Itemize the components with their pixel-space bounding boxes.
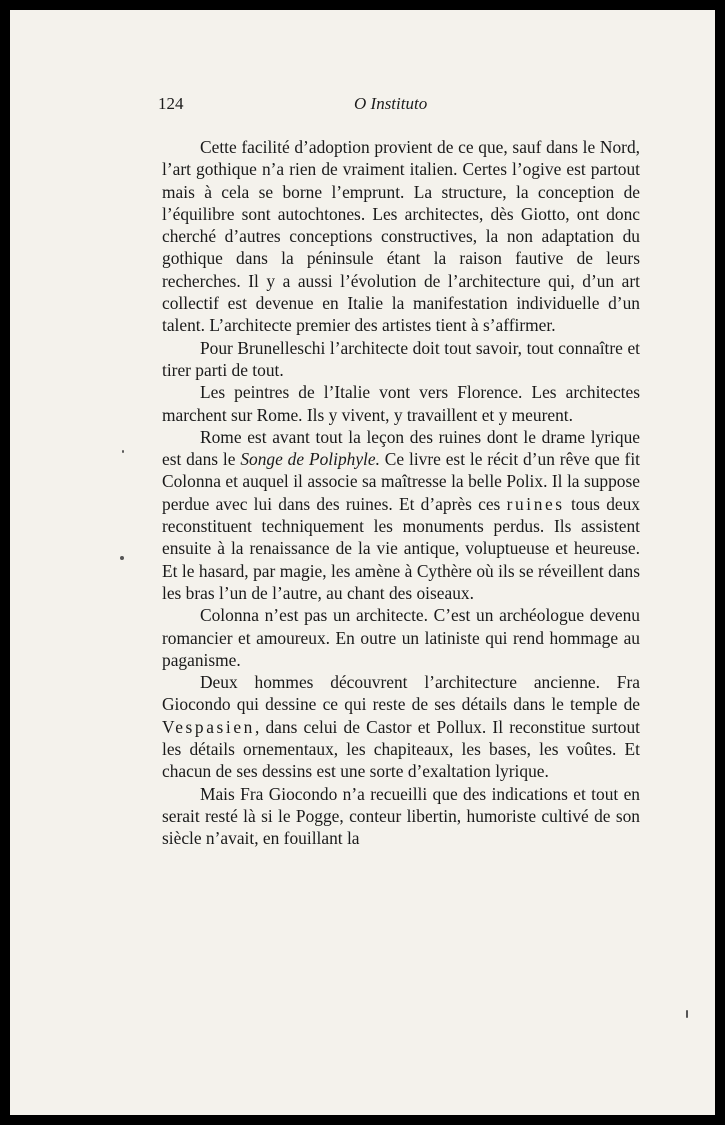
spaced-word: Vespasien <box>162 716 255 737</box>
paragraph <box>162 783 640 850</box>
text-segment: Pour Brunelleschi l’architecte doit tout savoir, tout connaître et tirer parti de tout. <box>162 337 640 380</box>
text-segment: Cette facilité d’adoption provient de ce que, sauf dans le Nord, l’art gothique n’a rien de vraiment italien. Certes l’ogive est partout mais à cela se borne l’emprunt. La structure, la conception de l’équilibre sont autochtones. Les architectes, dès Giotto, ont donc cherché d’autres conceptions constructives, la non adaptation du gothique dans la péninsule étant la raison fautive de leurs recherches. Il y a aussi l’évolution de l’architecture qui, d’un art collectif est devenue en Italie la manifestation individuelle d’un talent. L’architecte premier des artistes tient à s’affirmer. <box>162 137 640 336</box>
spaced-word: ruines <box>506 493 565 514</box>
print-speck <box>122 450 124 453</box>
paragraph <box>162 136 640 337</box>
print-speck <box>120 556 124 560</box>
paragraph <box>162 671 640 782</box>
paragraph <box>162 604 640 671</box>
text-segment: Colonna n’est pas un architecte. C’est un archéologue devenu romancier et amoureux. En outre un latiniste qui rend hommage au paganisme. <box>162 605 640 670</box>
italic-title: Songe de Poliphyle. <box>240 449 380 470</box>
print-speck <box>686 1010 688 1018</box>
text-segment: tous deux reconstituent techniquement les monuments perdus. Ils assistent ensuite à la renaissance de la vie antique, voluptueuse et heureuse. Et le hasard, par magie, les amène à Cythère où ils se réveillent dans les bras l’un de l’autre, au chant des oiseaux. <box>162 493 640 603</box>
text-segment: Mais Fra Giocondo n’a recueilli que des indications et tout en serait resté là si le Pogge, conteur libertin, humoriste cultivé de son siècle n’avait, en fouillant la <box>162 783 640 849</box>
running-head <box>10 94 715 118</box>
paragraph <box>162 337 640 382</box>
paragraph <box>162 381 640 426</box>
text-segment: Ce livre est le récit d’un rêve que fit Colonna et auquel il associe sa maîtresse la belle Polix. Il la suppose perdue avec lui dans des ruines. Et d’après ces <box>162 449 640 514</box>
journal-title: O Instituto <box>354 94 428 113</box>
book-page <box>10 10 715 1115</box>
page-number: 124 <box>158 94 184 113</box>
text-segment: Deux hommes découvrent l’architecture ancienne. Fra Giocondo qui dessine ce qui reste de ses détails dans le temple de <box>162 672 640 715</box>
text-segment: Les peintres de l’Italie vont vers Florence. Les architectes marchent sur Rome. Ils y vivent, y travaillent et y meurent. <box>162 382 640 425</box>
body-text <box>162 136 640 850</box>
text-segment: , dans celui de Castor et Pollux. Il reconstitue surtout les détails ornementaux, les chapiteaux, les bases, les voûtes. Et chacun de ses dessins est une sorte d’exaltation lyrique. <box>162 716 640 782</box>
paragraph <box>162 426 640 604</box>
text-segment: Rome est avant tout la leçon des ruines dont le drame lyrique est dans le <box>162 426 640 470</box>
